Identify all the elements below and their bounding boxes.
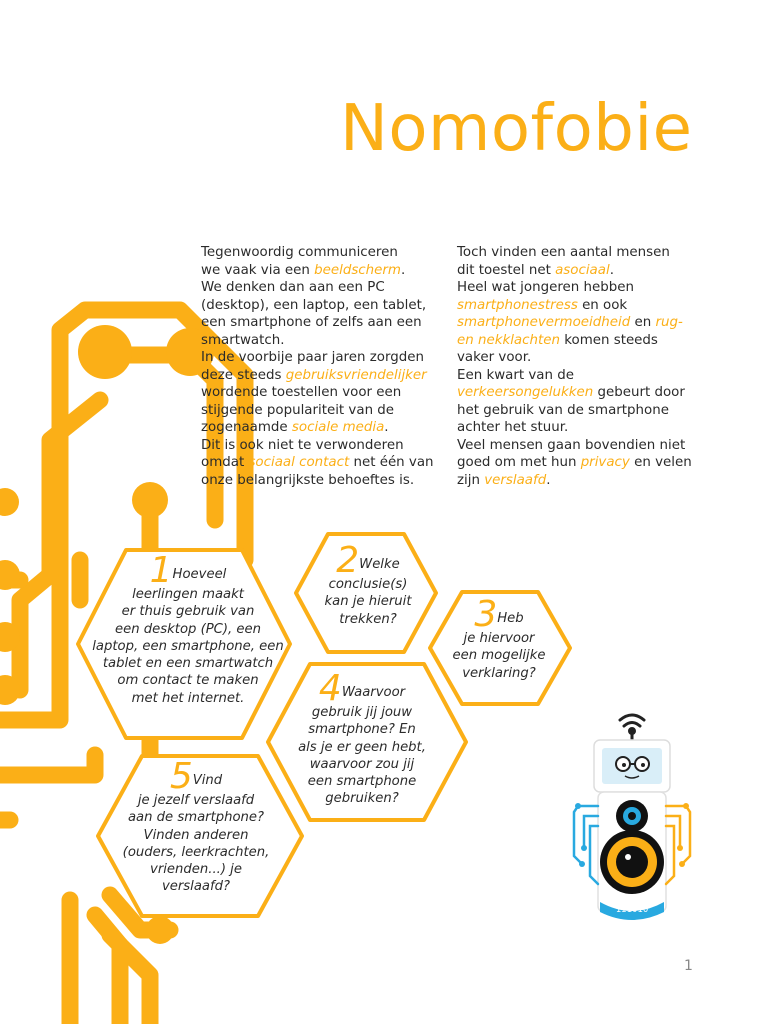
question-text-3-start: Heb [497, 611, 524, 626]
text-run: . Heel wat jongeren hebben [457, 262, 634, 295]
question-hexagon-2 [292, 530, 440, 656]
text-run: net één van onze belangrijkste behoeftes is. [201, 455, 434, 488]
binary-text: 1i1010 [615, 905, 649, 915]
question-text-3: je hiervoor een mogelijke verklaring? [452, 631, 546, 681]
text-run: Tegenwoordig communiceren we vaak via een [201, 245, 398, 278]
highlighted-term: verkeersongelukken [457, 385, 594, 400]
highlighted-term: privacy [580, 455, 630, 470]
text-run: . Dit is ook niet te verwonderen omdat [201, 420, 404, 470]
question-number-5: 5 [169, 756, 193, 797]
text-run: komen steeds vaker voor. Een kwart van de [457, 332, 658, 383]
question-text-4: gebruik jij jouw smartphone? En als je er geen hebt, waarvoor zou jij een smartphone gebruiken? [298, 705, 426, 807]
question-text-5: je jezelf verslaafd aan de smartphone? Vinden anderen (ouders, leerkrachten, vrienden...) je verslaafd? [122, 793, 270, 895]
intro-column-left [201, 244, 441, 489]
text-run: gebeurt door het gebruik van de smartphone achter het stuur. Veel mensen gaan bovendien niet goed om met hun [457, 385, 686, 470]
question-number-2: 2 [336, 540, 360, 581]
question-number-1: 1 [149, 550, 173, 591]
highlighted-term: beeldscherm [314, 262, 401, 278]
intro-column-right [457, 244, 697, 489]
question-number-3: 3 [474, 594, 498, 635]
text-run: . We denken dan aan een PC (desktop), een laptop, een tablet, een smartphone of zelfs aan een smartwatch. In de voorbije paar jaren zorgden deze steeds [201, 262, 427, 383]
text-run: en velen zijn [457, 455, 692, 488]
page-number: 1 [684, 958, 693, 974]
text-run: en ook [582, 297, 628, 313]
highlighted-term: gebruiksvriendelijker [285, 367, 427, 383]
text-run: wordende toestellen voor een stijgende populariteit van de zogenaamde [201, 385, 402, 435]
highlighted-term: smartphonestress [457, 297, 578, 313]
page-title: Nomofobie [340, 92, 693, 166]
question-text-2-start: Welke [359, 557, 400, 572]
question-text-1: leerlingen maakt er thuis gebruik van een desktop (PC), een laptop, een smartphone, een tablet en een smartwatch om contact te maken met het internet. [92, 587, 284, 706]
large-speaker [600, 830, 664, 894]
question-text-1-start: Hoeveel [172, 567, 227, 582]
text-run: . [546, 472, 551, 488]
highlighted-term: rug- en nekklachten [457, 315, 683, 348]
question-hexagon-1 [74, 546, 294, 742]
highlighted-term: asociaal [555, 262, 610, 278]
robot-illustration [562, 706, 712, 926]
intro-paragraph-left [201, 244, 441, 489]
question-text-2: conclusie(s) kan je hieruit trekken? [324, 577, 412, 627]
question-text-4-start: Waarvoor [341, 685, 406, 700]
question-number-4: 4 [318, 668, 342, 709]
highlighted-term: verslaafd [484, 472, 547, 488]
highlighted-term: sociale media [291, 420, 385, 435]
question-hexagon-5 [94, 752, 306, 920]
highlighted-term: smartphonevermoeidheid [457, 315, 631, 330]
highlighted-term: sociaal contact [248, 455, 350, 470]
text-run: Toch vinden een aantal mensen dit toestel net [457, 245, 670, 278]
wifi-icon [620, 715, 644, 734]
text-run: en [630, 315, 656, 330]
question-text-5-start: Vind [192, 773, 223, 788]
intro-paragraph-right [457, 244, 697, 489]
small-speaker [616, 800, 648, 832]
